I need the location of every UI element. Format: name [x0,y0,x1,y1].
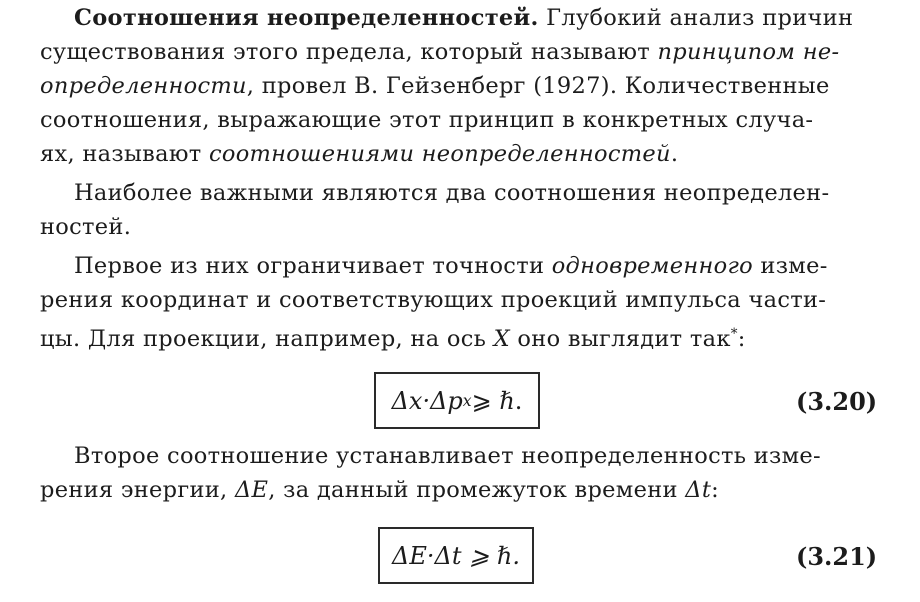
text-segment: Глубокий анализ причин [538,5,854,31]
italic-term: принципом не- [657,39,840,65]
formula-rhs: ⩾ ℏ. [471,386,523,415]
paragraph2-line1: Наиболее важными являются два соотношения неопределен- [74,180,830,206]
paragraph4-line2 [40,475,719,505]
equation-number: (3.20) [796,387,878,416]
text-segment: существования этого предела, который называют [40,39,658,65]
paragraph4-line1: Второе соотношение устанавливает неопределенность изме- [74,443,821,469]
text-segment: ях, называют [40,141,209,167]
italic-term: одновременного [551,253,753,279]
text-segment: : [737,326,746,353]
italic-term: Δt [685,477,712,503]
italic-term: ΔE [234,477,269,503]
formula-box-3-21 [378,527,534,584]
text-segment: цы. Для проекции, например, на ось [40,326,494,353]
paragraph3-line1 [74,251,828,281]
italic-term: X [493,326,510,353]
formula-lhs: Δx·Δp [391,386,463,415]
text-segment: . [670,141,679,167]
equation-number: (3.21) [796,542,878,571]
footnote-marker: * [730,326,738,342]
text-segment: оно выглядит так [509,326,731,353]
section-heading: Соотношения неопределенностей. [74,5,539,31]
text-segment: , провел В. Гейзенберг (1927). Количественные [246,73,830,99]
formula-expr: ΔE·Δt ⩾ ℏ. [392,541,520,570]
text-segment: изме- [752,253,828,279]
paragraph1-line2 [40,37,839,67]
text-segment: рения энергии, [40,477,235,503]
formula-subscript: x [462,391,472,410]
paragraph3-line3 [40,319,746,354]
paragraph3-line2: рения координат и соответствующих проекций импульса части- [40,287,827,313]
italic-term: определенности [40,73,247,99]
formula-box-3-20 [374,372,540,429]
text-segment: , за данный промежуток времени [268,477,686,503]
paragraph1-line3 [40,71,830,101]
paragraph2-line2: ностей. [40,214,132,240]
text-segment: : [711,477,720,503]
paragraph1-line4: соотношения, выражающие этот принцип в конкретных случа- [40,107,814,133]
text-segment: Первое из них ограничивает точности [74,253,552,279]
paragraph1-line1 [74,3,853,33]
paragraph1-line5 [40,139,678,169]
italic-term: соотношениями неопределенностей [208,141,671,167]
